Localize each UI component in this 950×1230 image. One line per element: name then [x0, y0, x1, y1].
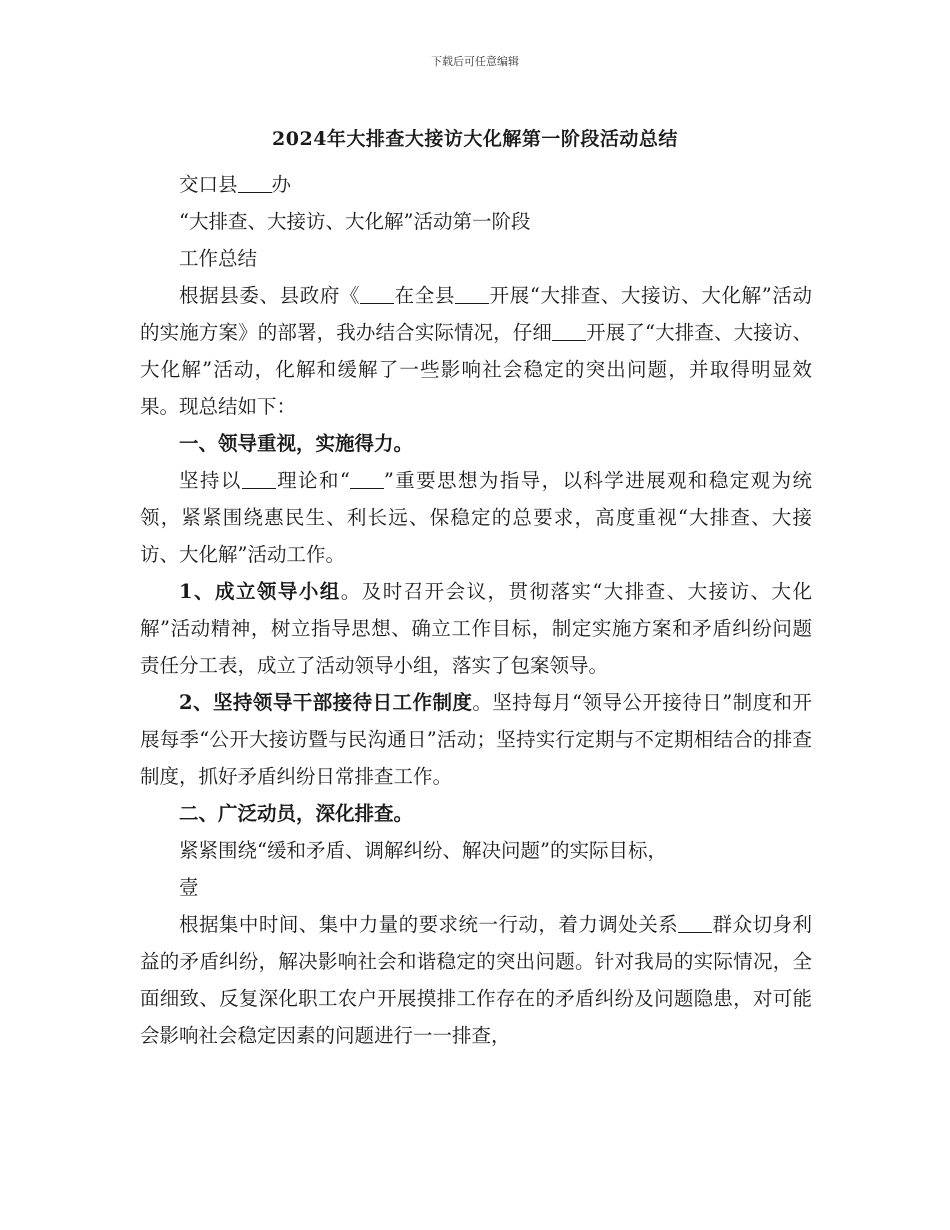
intro-text-d: 开展了“大排查、大接访、大化解”活动，化解和缓解了一些影响社会稳定的突出问题，并取得明显效果。现总结如下： [140, 321, 812, 418]
blank-line [238, 174, 272, 193]
p3-text-b: 群众切身利益的矛盾纠纷，解决影响社会和谐稳定的突出问题。针对我局的实际情况，全面细致、反复深化职工农户开展摸排工作存在的矛盾纠纷及问题隐患，对可能会影响社会稳定因素的问题进行一一排查， [140, 913, 812, 1047]
header-note: 下载后可任意编辑 [431, 55, 519, 68]
p1-text-a: 坚持以 [179, 469, 242, 492]
document-body [140, 166, 812, 1054]
item-2-text: 。坚持每月“领导公开接待日”制度和开展每季“公开大接访暨与民沟通日”活动；坚持实行定期与不定期相结合的排查制度，抓好矛盾纠纷日常排查工作。 [140, 691, 812, 788]
paragraph-1 [140, 462, 812, 573]
blank-line [350, 470, 384, 489]
blank-line [242, 470, 276, 489]
org-text-b: 办 [271, 173, 292, 196]
blank-line [678, 914, 712, 933]
item-1-paragraph [140, 573, 812, 684]
document-title: 2024年大排查大接访大化解第一阶段活动总结 [272, 128, 678, 150]
item-2-heading: 2、坚持领导干部接待日工作制度 [179, 691, 473, 714]
blank-line [455, 285, 489, 304]
org-text-a: 交口县 [179, 173, 238, 196]
section-heading-2: 二、广泛动员，深化排查。 [179, 802, 414, 825]
subtitle-line-2: 工作总结 [179, 247, 258, 270]
item-1-text: 。及时召开会议，贯彻落实“大排查、大接访、大化解”活动精神，树立指导思想、确立工作目标，制定实施方案和矛盾纠纷问题责任分工表，成立了活动领导小组，落实了包案领导。 [140, 580, 812, 677]
item-2-paragraph [140, 684, 812, 795]
org-line [140, 166, 812, 203]
p1-text-b: 理论和“ [275, 469, 350, 492]
paragraph-2-mark: 壹 [179, 876, 199, 899]
paragraph-2: 紧紧围绕“缓和矛盾、调解纠纷、解决问题”的实际目标， [179, 839, 667, 862]
p1-text-c: ”重要思想为指导，以科学进展观和稳定观为统领，紧紧围绕惠民生、利长远、保稳定的总要求，高度重视“大排查、大接访、大化解”活动工作。 [140, 469, 812, 566]
blank-line [360, 285, 394, 304]
section-heading-1: 一、领导重视，实施得力。 [179, 432, 414, 455]
paragraph-3 [140, 906, 812, 1054]
item-1-heading: 1、成立领导小组 [179, 580, 341, 603]
blank-line [552, 322, 586, 341]
intro-text-c: 开展“大排查、大接访、大化解”活动的实施方案》的部署，我办结合实际情况，仔细 [140, 284, 812, 344]
intro-text-a: 根据县委、县政府《 [179, 284, 361, 307]
intro-text-b: 在全县 [394, 284, 456, 307]
intro-paragraph [140, 277, 812, 425]
p3-text-a: 根据集中时间、集中力量的要求统一行动，着力调处关系 [179, 913, 679, 936]
subtitle-line-1: “大排查、大接访、大化解”活动第一阶段 [179, 210, 531, 233]
